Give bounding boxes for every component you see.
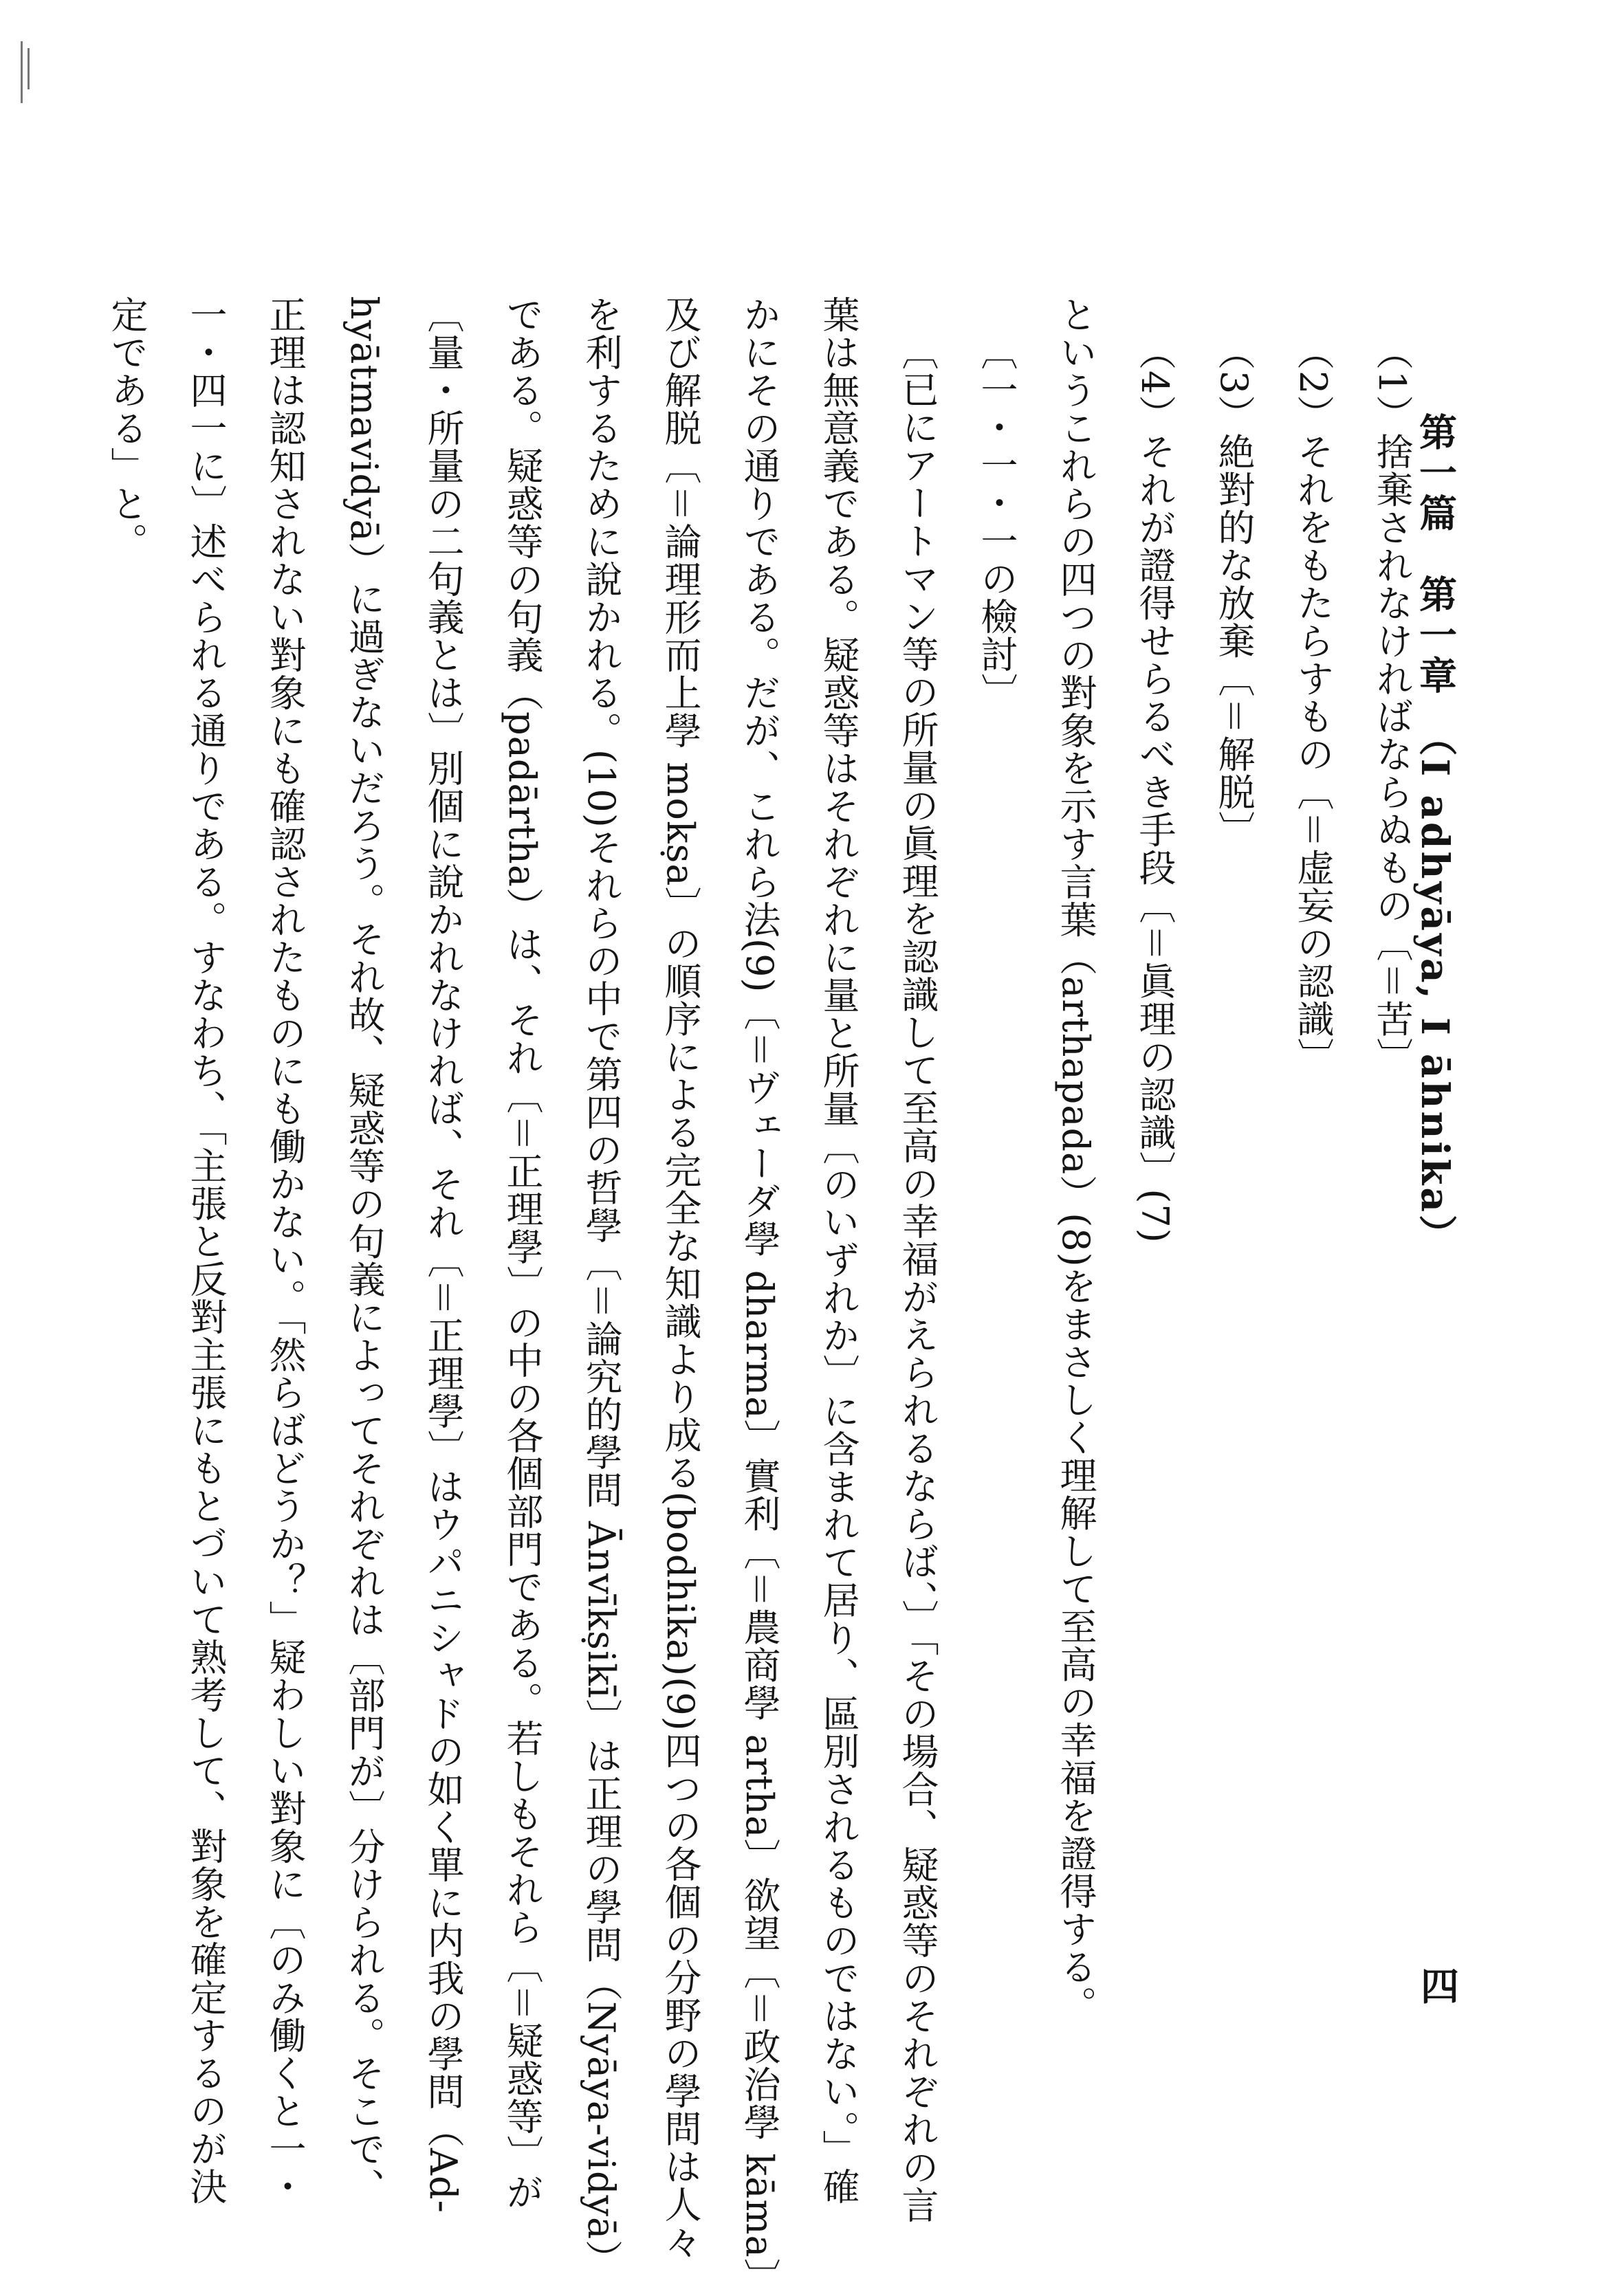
text-line: 〔量・所量の二句義とは〕別個に說かれなければ、それ〔＝正理學〕はウパニシャドの如く單に内我の學問（Ad- <box>422 296 465 2214</box>
text-line: （1）捨棄されなければならぬもの〔＝苦〕 <box>1370 333 1414 1076</box>
text-line: （4）それが證得せらるべき手段〔＝眞理の認識〕(7) <box>1133 333 1176 1244</box>
text-line: 正理は認知されない對象にも確認されたものにも働かない。「然らばどうか？」疑わしい對象に〔のみ働くと一・ <box>263 296 307 2205</box>
text-line: というこれらの四つの對象を示す言葉（arthapada）(8)をまさしく理解して至高の幸福を證得する。 <box>1054 296 1097 2024</box>
text-line: （3）絶對的な放棄〔＝解脱〕 <box>1212 333 1256 849</box>
section-heading: 〔一・一・一の檢討〕 <box>975 333 1018 711</box>
text-line: hyātmavidyā）に過ぎないだろう。それ故、疑惑等の句義によってそれぞれは〔部門が〕分けられる。そこで、 <box>342 296 386 2206</box>
text-line: かにその通りである。だが、これら法(9)〔＝ヴェーダ學 dharma〕實利〔＝農商學 artha〕欲望〔＝政治學 kāma〕 <box>738 296 781 2296</box>
scan-margin-mark <box>28 48 30 89</box>
text-line: である。疑惑等の句義（padārtha）は、それ〔＝正理學〕の中の各個部門である。若しもそれら〔＝疑惑等〕が <box>501 296 544 2211</box>
vertical-body-text <box>87 296 1432 2296</box>
text-line: 一・四一に〕述べられる通りである。すなわち、「主張と反對主張にもとづいて熟考して、對象を確定するのが決 <box>184 296 228 2205</box>
running-header: 第一篇 第一章 （I adhyāya, I āhnika） <box>1413 412 1458 1256</box>
text-line: 及び解脱〔＝論理形而上學 mokṣa〕の順序による完全な知識より成る(bodhika)(9)四つの各個の分野の學問は人々 <box>659 296 702 2261</box>
text-line: 〔已にアートマン等の所量の眞理を認識して至高の幸福がえられるならば、〕「その場合、疑惑等のそれぞれの言 <box>896 333 939 2224</box>
text-line: 葉は無意義である。疑惑等はそれぞれに量と所量〔のいずれか〕に含まれて居り、區別されるものではない。」確 <box>817 296 860 2205</box>
text-line: 定である」と。 <box>105 296 149 560</box>
scan-margin-mark <box>21 41 23 103</box>
text-line: （2）それをもたらすもの〔＝虚妄の認識〕 <box>1291 333 1335 1076</box>
page-number: 四 <box>1414 1966 1460 2005</box>
text-line: を利するために說かれる。(10)それらの中で第四の哲學〔＝論究的學問 Ānvīkṣikī〕は正理の學問（Nyāya-vidyā） <box>580 296 623 2278</box>
